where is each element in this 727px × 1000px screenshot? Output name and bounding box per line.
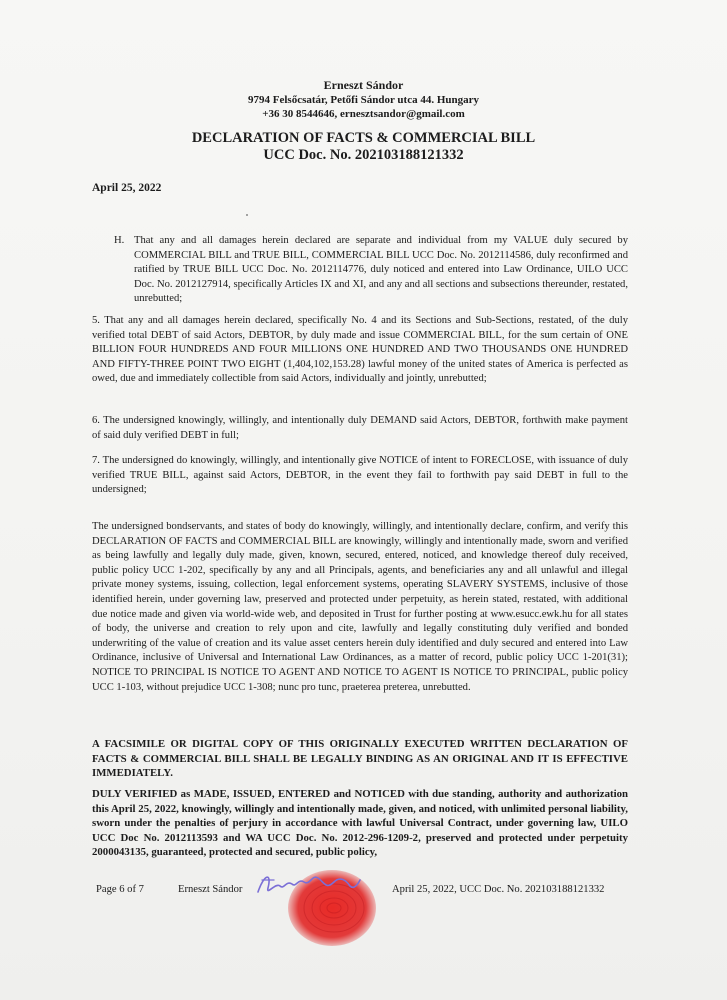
paragraph-h-text: That any and all damages herein declared are separate and individual from my VALUE duly secured by COMMERCIAL BILL and TRUE BILL, COMMERCIAL BILL UCC Doc. No. 2012114586, duly reconfirmed and ratified by TRUE BILL UCC Doc. No. 2012114776, duly noticed and entered into Law Ordinance, UILO UCC Doc. No. 2012127914, specifically Articles IX and XI, and any and all sections and subsections thereunder, restated, unrebutted; xyxy=(134,235,628,305)
paragraph-6: 6. The undersigned knowingly, willingly, and intentionally duly DEMAND said Actors, DEBTOR, forthwith make payment of said duly verified DEBT in full; xyxy=(92,415,628,441)
paragraph-declaration: The undersigned bondservants, and states of body do knowingly, willingly, and intentionally declare, confirm, and verify this DECLARATION OF FACTS and COMMERCIAL BILL are knowingly, willingly and intentionally made, sworn and verified as being lawfully and legally duly made, given, known, secured, entered, noticed, and knowledge thereof duly received, public policy UCC 1-202, specifically by any and all Principals, agents, and beneficiaries any and all unlawful and illegal private money systems, issuing, collection, legal enforcement systems, operating SLAVERY SYSTEMS, inclusive of those identified herein, under governing law, preserved and protected under perpetuity, as herein stated, restated, with additional due notice made and given via world-wide web, and deposited in Trust for further posting at www.esucc.ewk.hu for all states of body, the universe and creation to rely upon and cite, lawfully and legally constituting duly verified and bonded underwriting of the value of creation and its value asset centers herein duly identified and duly secured and entered into Law Ordinance, inclusive of Universal and International Law Ordinances, as a matter of record, public policy UCC 1-201(31); NOTICE TO PRINCIPAL IS NOTICE TO AGENT AND NOTICE TO AGENT IS NOTICE TO PRINCIPAL, public policy UCC 1-103, without prejudice UCC 1-308; nunc pro tunc, praeterea preterea, unrebutted. xyxy=(92,521,628,693)
footer-name: Erneszt Sándor xyxy=(178,884,243,895)
paragraph-h-label: H. xyxy=(114,235,125,246)
sender-address: 9794 Felsőcsatár, Petőfi Sándor utca 44. Hungary xyxy=(248,94,479,106)
paragraph-7: 7. The undersigned do knowingly, willingly, and intentionally give NOTICE of intent to FORECLOSE, with issuance of duly verified TRUE BILL, against said Actors, DEBTOR, in the event they fail to forthwith pay said DEBT in full to the undersigned; xyxy=(92,455,628,496)
document-title-line1: DECLARATION OF FACTS & COMMERCIAL BILL xyxy=(191,130,536,146)
page-number: Page 6 of 7 xyxy=(96,884,144,895)
handwritten-signature xyxy=(254,868,364,902)
footer-doc-ref: April 25, 2022, UCC Doc. No. 202103188121332 xyxy=(392,884,605,895)
sender-name: Erneszt Sándor xyxy=(323,78,404,92)
verification-statement: DULY VERIFIED as MADE, ISSUED, ENTERED and NOTICED with due standing, authority and authorization this April 25, 2022, knowingly, willingly and intentionally made, given, and noticed, with unlimited personal liability, sworn under the penalties of perjury in accordance with lawful Universal Contract, under governing law, UILO UCC Doc No. 2012113593 and WA UCC Doc. No. 2012-296-1209-2, preserved and protected under perpetuity 2000043135, guaranteed, protected and secured, public policy, xyxy=(92,788,628,859)
document-title xyxy=(0,130,727,164)
paragraph-5: 5. That any and all damages herein declared, specifically No. 4 and its Sections and Sub-Sections, restated, of the duly verified total DEBT of said Actors, DEBTOR, by duly made and issue COMMERCIAL BILL, for the sum certain of ONE BILLION FOUR HUNDREDS AND FOUR MILLIONS ONE HUNDRED AND TWO THOUSANDS ONE HUNDRED AND FIFTY-THREE POINT TWO EIGHT (1,404,102,153.28) lawful money of the united states of America is perfected as owed, due and immediately collectible from said Actors, individually and jointly, unrebutted; xyxy=(92,315,628,385)
sender-contact: +36 30 8544646, ernesztsandor@gmail.com xyxy=(262,108,465,120)
scan-speck xyxy=(246,214,248,216)
facsimile-notice: A FACSIMILE OR DIGITAL COPY OF THIS ORIGINALLY EXECUTED WRITTEN DECLARATION OF FACTS & COMMERCIAL BILL SHALL BE LEGALLY BINDING AS AN ORIGINAL AND IT IS EFFECTIVE IMMEDIATELY. xyxy=(92,738,628,780)
paragraph-h xyxy=(114,234,628,307)
document-title-line2: UCC Doc. No. 202103188121332 xyxy=(263,147,464,163)
document-date: April 25, 2022 xyxy=(92,182,162,194)
sender-header xyxy=(0,78,727,121)
